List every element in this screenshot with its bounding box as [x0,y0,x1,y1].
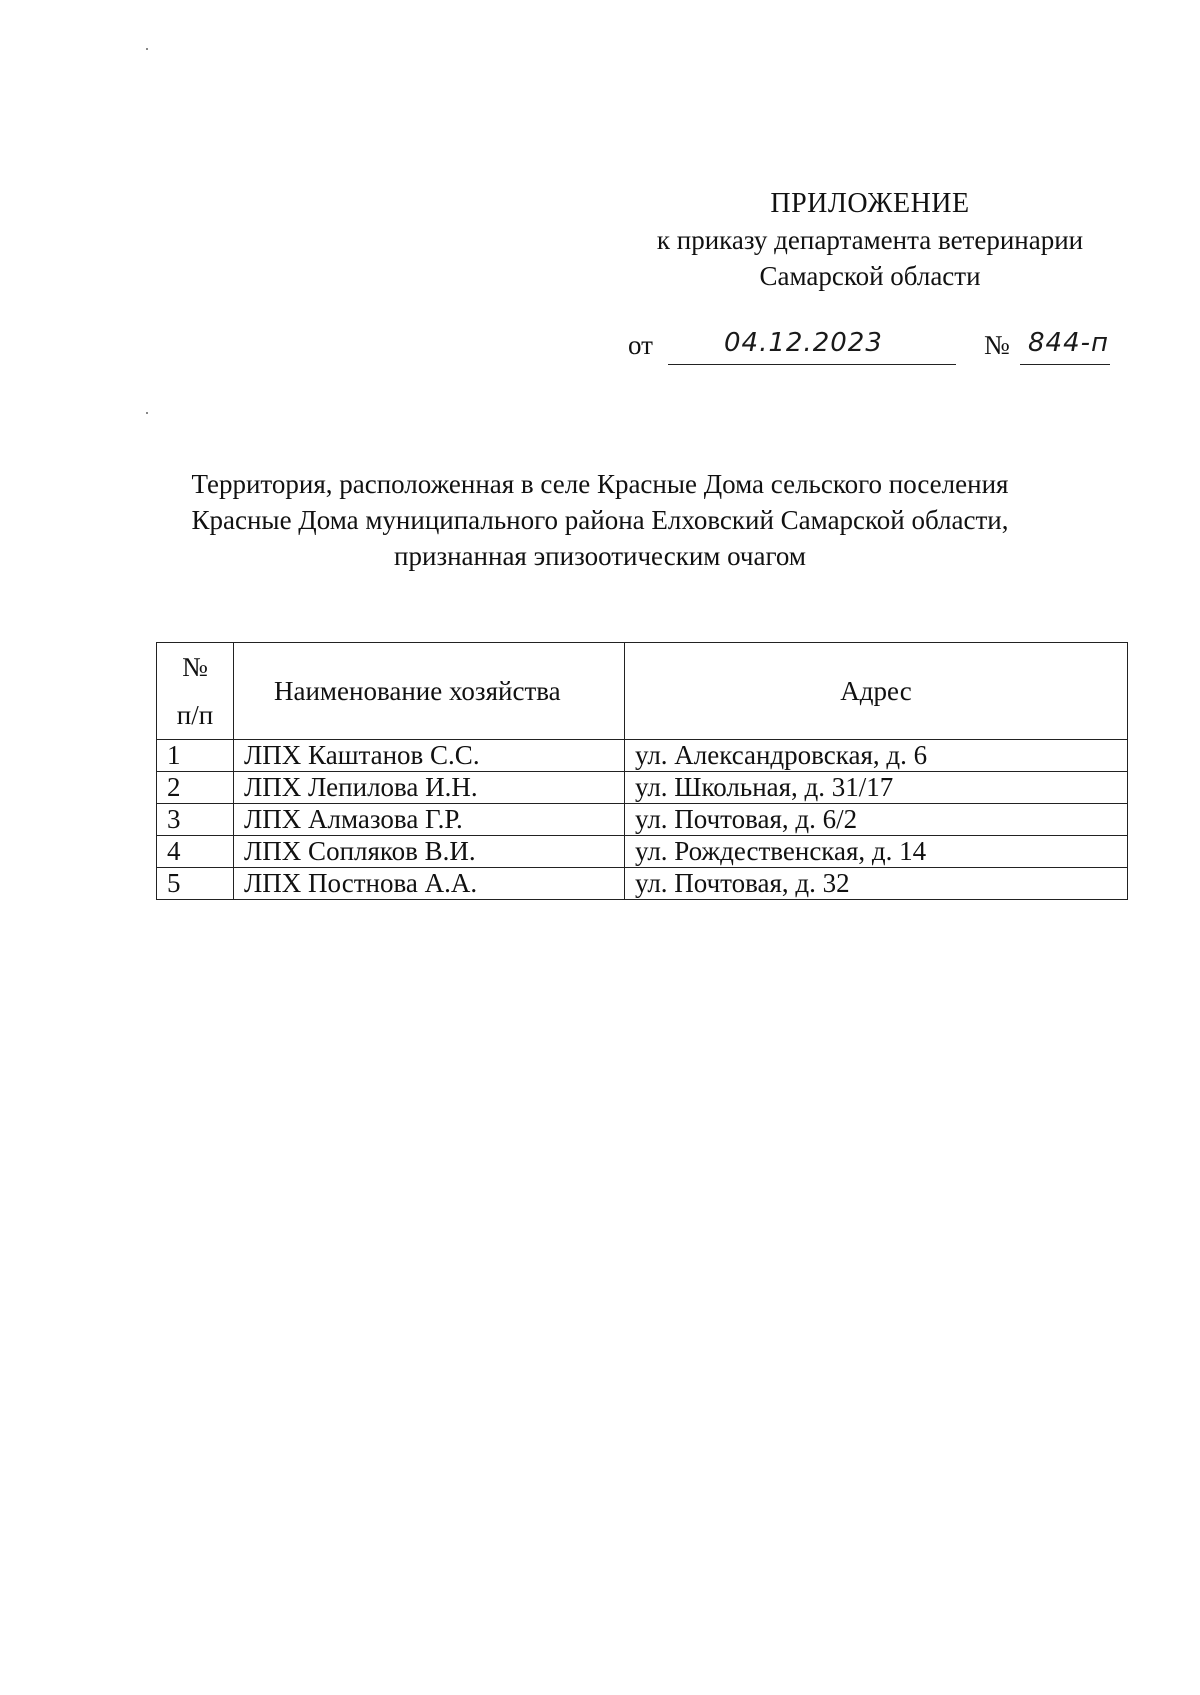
document-title-line3: признанная эпизоотическим очагом [394,541,806,571]
table-row [157,868,1128,900]
row-address: ул. Почтовая, д. 6/2 [625,804,1128,836]
row-household-name: ЛПХ Постнова А.А. [234,868,625,900]
appendix-title: ПРИЛОЖЕНИЕ [770,188,970,219]
row-address: ул. Рождественская, д. 14 [625,836,1128,868]
order-number-field [1020,330,1110,365]
row-address: ул. Школьная, д. 31/17 [625,772,1128,804]
scan-artifact [146,412,148,414]
header-number-symbol: № [182,652,208,682]
row-address: ул. Почтовая, д. 32 [625,868,1128,900]
table-row [157,772,1128,804]
document-title-line2: Красные Дома муниципального района Елховский Самарской области, [191,505,1009,535]
appendix-subtitle-line2: Самарской области [759,261,981,291]
header-household-name: Наименование хозяйства [234,643,625,740]
row-household-name: ЛПХ Лепилова И.Н. [234,772,625,804]
order-number-label: № [984,330,1010,360]
row-number: 4 [157,836,234,868]
row-number: 1 [157,740,234,772]
appendix-subtitle-line1: к приказу департамента ветеринарии [656,225,1084,255]
row-household-name: ЛПХ Каштанов С.С. [234,740,625,772]
row-address: ул. Александровская, д. 6 [625,740,1128,772]
order-reference [628,330,1128,370]
document-title [120,466,1080,574]
appendix-header [640,186,1100,294]
order-date-handwritten: 04.12.2023 [724,328,883,358]
header-address: Адрес [625,643,1128,740]
row-number: 5 [157,868,234,900]
table-row [157,804,1128,836]
table-row [157,836,1128,868]
households-table [156,642,1128,900]
row-household-name: ЛПХ Алмазова Г.Р. [234,804,625,836]
table-header-row [157,643,1128,740]
order-number-handwritten: 844-п [1028,328,1110,358]
table-row [157,740,1128,772]
header-number [157,643,234,740]
row-number: 2 [157,772,234,804]
row-household-name: ЛПХ Сопляков В.И. [234,836,625,868]
document-title-line1: Территория, расположенная в селе Красные Дома сельского поселения [191,469,1009,499]
order-date-label: от [628,330,653,360]
row-number: 3 [157,804,234,836]
header-number-abbr: п/п [176,700,214,730]
order-date-field [668,330,956,365]
scan-artifact [146,48,148,50]
